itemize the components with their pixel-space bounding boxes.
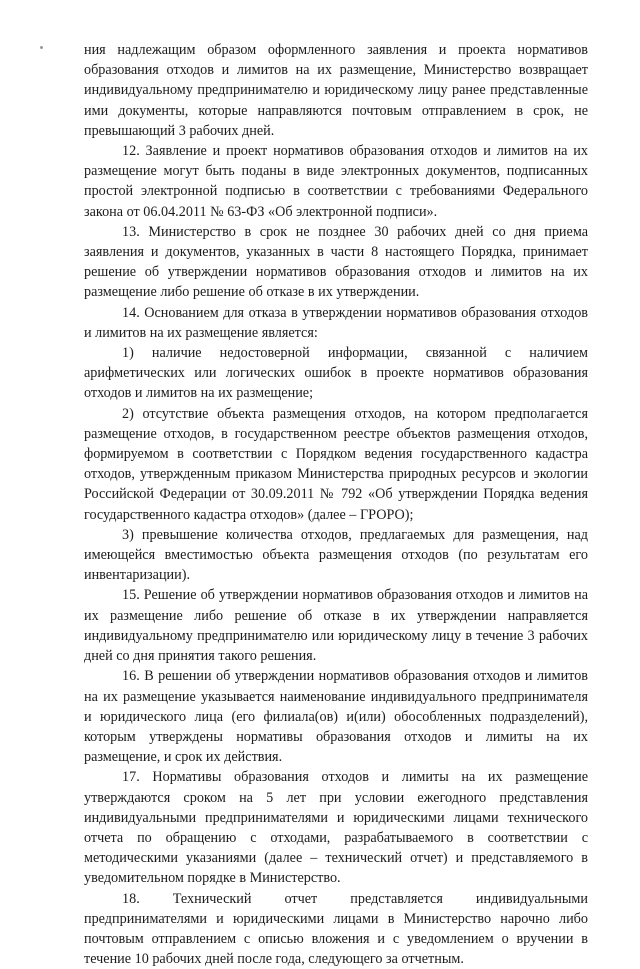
- paragraph-continuation: ния надлежащим образом оформленного заявления и проекта нормативов образования отходов и лимитов на их размещение, Министерство возвращает индивидуальному предпринимателю и юридическому лицу ранее представленные ими документы, которые направляются почтовым отправлением в срок, не превышающий 3 рабочих дней.: [84, 42, 588, 139]
- paragraph-18: 18. Технический отчет представляется индивидуальными предпринимателями и юридическими лицами в Министерство нарочно либо почтовым отправлением с описью вложения и с уведомлением о вручении в течение 10 рабочих дней после года, следующего за отчетным.: [84, 890, 588, 968]
- paragraph-15: 15. Решение об утверждении нормативов образования отходов и лимитов на их размещение либо решение об отказе в их утверждении направляется индивидуальному предпринимателю или юридическому лицу в течение 3 рабочих дней со дня принятия такого решения.: [84, 587, 588, 665]
- paragraph-17: 17. Нормативы образования отходов и лимиты на их размещение утверждаются сроком на 5 лет при условии ежегодного представления индивидуальными предпринимателями и юридическими лицами технического отчета по обращению с отходами, разрабатываемого в соответствии с методическими указаниями (далее – технический отчет) и представляемого в уведомительном порядке в Министерство.: [84, 769, 588, 887]
- paragraph-13: 13. Министерство в срок не позднее 30 рабочих дней со дня приема заявления и документов, указанных в части 8 настоящего Порядка, принимает решение об утверждении нормативов образования отходов и лимитов на их размещение либо решение об отказе в их утверждении.: [84, 223, 588, 301]
- paragraph-14-item-1: 1) наличие недостоверной информации, связанной с наличием арифметических или логических ошибок в проекте нормативов образования отходов и лимитов на их размещение;: [84, 345, 588, 402]
- paragraph-14: 14. Основанием для отказа в утверждении нормативов образования отходов и лимитов на их размещение является:: [84, 304, 588, 341]
- paragraph-14-item-3: 3) превышение количества отходов, предлагаемых для размещения, над имеющейся вместимостью объекта размещения отходов (по результатам его инвентаризации).: [84, 526, 588, 584]
- paragraph-16: 16. В решении об утверждении нормативов образования отходов и лимитов на их размещение указывается наименование индивидуального предпринимателя и юридического лица (его филиала(ов) и(или) обособленных подразделений), которым утверждены нормативы образования отходов и лимиты на их размещение, и срок их действия.: [84, 668, 588, 766]
- document-page: [84, 40, 588, 969]
- paragraph-12: 12. Заявление и проект нормативов образования отходов и лимитов на их размещение могут быть поданы в виде электронных документов, подписанных простой электронной подписью в соответствии с требованиями Федерального закона от 06.04.2011 № 63-ФЗ «Об электронной подписи».: [84, 143, 588, 220]
- paragraph-14-item-2: 2) отсутствие объекта размещения отходов, на котором предполагается размещение отходов, в государственном реестре объектов размещения отходов, формируемом в соответствии с Порядком ведения государственного кадастра отходов, утвержденным приказом Министерства природных ресурсов и экологии Российской Федерации от 30.09.2011 № 792 «Об утверждении Порядка ведения государственного кадастра отходов» (далее – ГРОРО);: [84, 405, 588, 523]
- scan-dot: [40, 46, 43, 49]
